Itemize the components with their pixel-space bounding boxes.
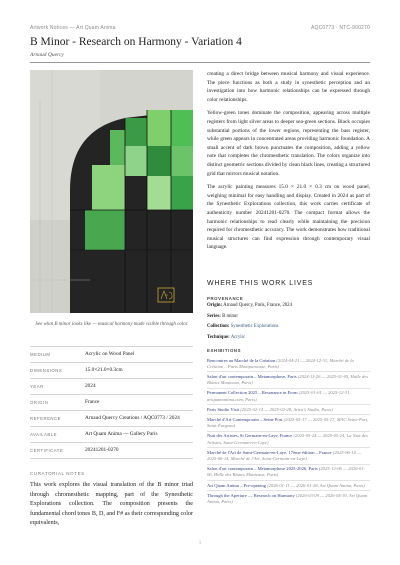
exhibition-title-link[interactable]: Through the Aperture — Research on Harmony: [207, 492, 295, 498]
spec-value: France: [85, 399, 100, 405]
spec-value: Art Quam Anima — Gallery Paris: [85, 431, 158, 437]
exhibition-title-link[interactable]: Salon d'art contemporain – Metamorphose, Paris: [207, 373, 297, 379]
origin-label: Origin:: [207, 303, 223, 308]
list-item: [207, 371, 370, 387]
artwork-caption: See what B minor looks like — musical harmony made visible through color: [35, 322, 188, 327]
provenance-origin: [207, 301, 370, 312]
exhibition-meta: (2026-01-11 — 2026-01-28, Art Quam Anima, Paris): [267, 482, 365, 488]
provenance-collection: [207, 322, 370, 333]
exhibitions-list: [207, 356, 370, 507]
provenance-section: [207, 296, 370, 343]
spec-label: AVAILABLE: [30, 432, 58, 437]
exhibition-meta: (2025-05-24 — 2025-05-24, La Nuit des Artistes, Saint-Germain-en-Laye): [207, 433, 368, 445]
exhibition-meta: (2026-03-09 — 2026-04-30, Art Quam Anima, Paris): [207, 492, 368, 504]
artwork-image: [30, 70, 193, 313]
exhibitions-heading: EXHIBITIONS: [207, 348, 242, 353]
list-item: [207, 388, 370, 404]
spec-row-year: [30, 378, 193, 394]
provenance-heading: PROVENANCE: [207, 296, 244, 301]
series-label: Series:: [207, 313, 221, 319]
list-item: [207, 431, 370, 447]
header-left-text: Artwork Notices — Art Quam Anima: [30, 25, 116, 31]
spec-row-certificate: [30, 442, 193, 459]
list-item: [207, 480, 370, 490]
specs-table: [30, 346, 193, 459]
series-value: B minor: [222, 313, 238, 319]
spec-row-available: [30, 426, 193, 442]
list-item: [207, 447, 370, 463]
provenance-series: [207, 312, 370, 323]
list-item: [207, 414, 370, 430]
page-title: B Minor - Research on Harmony - Variation 4: [30, 36, 242, 48]
artist-name: Arnaud Quercy: [30, 52, 64, 58]
exhibition-title-link[interactable]: Marché d'Art Contemporain – Seine Port: [207, 416, 283, 422]
exhibition-title-link[interactable]: Paris Studio Visit: [207, 406, 240, 412]
exhibitions-section: [207, 348, 370, 507]
spec-label: CERTIFICATE: [30, 448, 64, 453]
origin-value: Arnaud Quercy, Paris, France, 2024: [223, 303, 292, 308]
exhibition-title-link[interactable]: Salon d'art contemporain – Metamorphose 2025-2026, Paris: [207, 466, 318, 472]
description-paragraph: creating a direct bridge between musical harmony and visual experience. The piece functions as both a study in synesthetic perception and an investigation into how harmonic relationships can be expressed through color relationships.: [207, 71, 370, 103]
spec-value: 20241201-0270: [85, 447, 119, 453]
collection-label: Collection:: [207, 324, 230, 329]
title-divider: [30, 62, 370, 63]
curatorial-notes-heading: CURATORIAL NOTES: [30, 471, 85, 476]
spec-row-reference: [30, 410, 193, 426]
spec-row-dimensions: [30, 362, 193, 378]
spec-label: MEDIUM: [30, 352, 51, 357]
list-item: [207, 404, 370, 414]
exhibition-title-link[interactable]: Rencontres au Marché de la Création: [207, 357, 276, 363]
exhibition-title-link[interactable]: Nuit des Artistes, St Germain-en-Laye, France: [207, 433, 293, 439]
provenance-technique: [207, 333, 370, 344]
exhibition-meta: (2024-04-21 — 2024-12-31, Marché de la Création – Paris Montparnasse, Paris): [207, 357, 354, 369]
spec-label: ORIGIN: [30, 400, 49, 405]
list-item: [207, 356, 370, 371]
spec-value: Acrylic on Wood Panel: [85, 351, 135, 357]
spec-label: REFERENCE: [30, 416, 62, 421]
description-paragraph: The acrylic painting measures 15.0 × 21.0 × 0.3 cm on wood panel, weighing minimal for easy handling and display. Created in 2024 as part of the Synesthetic Explorations collection, this work carries certificate of authenticity number 20241201-0270. The compact format allows the harmonic relationships to read clearly while maintaining the precision required for chromesthetic accuracy. The work demonstrates how traditional musical structures can find expression through contemporary visual language.: [207, 184, 370, 251]
spec-value: 2024: [85, 383, 96, 389]
spec-value: 15.0×21.0×0.3cm: [85, 367, 123, 373]
spec-row-medium: [30, 346, 193, 362]
exhibition-meta: (2025-05-17 — 2025-05-17, MAC Seine-Port, Saint-Fargeau): [207, 416, 369, 429]
exhibition-meta: (2025-01-01 — 2025-12-31, artquamanima.com, Paris): [207, 390, 351, 402]
page-number: 1: [198, 541, 202, 546]
exhibition-meta: (2025-06-14 — 2025-06-14, Marché de l'Art, Saint-Germain-en-Laye): [207, 449, 362, 461]
exhibition-title-link[interactable]: Art Quam Anima – Pre-opening: [207, 482, 266, 488]
spec-label: YEAR: [30, 384, 44, 389]
top-bar: [30, 25, 370, 33]
technique-label: Technique:: [207, 334, 230, 340]
spec-value: Arnaud Quercy Creations / AQC0773 / 2024: [85, 415, 180, 421]
spec-label: DIMENSIONS: [30, 368, 63, 373]
collection-link[interactable]: Synesthetic Explorations: [230, 324, 279, 329]
exhibition-meta: (2025-12-06 — 2026-01-06, Halle des Blancs Manteaux, Paris): [207, 466, 366, 478]
list-item: [207, 464, 370, 480]
header-reference-text: AQC0773 · NTC-900270: [310, 25, 370, 31]
exhibition-meta: (2025-02-14 — 2025-02-28, Artist's Studio, Paris): [240, 406, 333, 412]
where-heading: WHERE THIS WORK LIVES: [207, 280, 314, 287]
curatorial-notes-text: This work explores the visual translation of the B minor triad through chromesthetic mapping, part of the Synesthetic Explorations collection. The composition presents the fundamental chord tones B, D, and F# as their corresponding color equivalents,: [30, 482, 193, 527]
spec-row-origin: [30, 394, 193, 410]
description-column: [207, 70, 370, 257]
exhibition-meta: (2024-11-26 — 2025-01-05, Halle des Blancs Manteaux, Paris): [207, 373, 368, 386]
list-item: [207, 490, 370, 506]
exhibition-title-link[interactable]: Marché de l'Art de Saint-Germain-en-Laye, 17ème édition – France: [207, 449, 332, 455]
exhibition-title-link[interactable]: Permanent Collection 2025 – Resonance in Form: [207, 390, 298, 396]
description-paragraph: Yellow-green tones dominate the composition, appearing across multiple registers from light silver areas to deeper sea-green sections. Black occupies substantial portions of the lower regions, representing the bass register, while green appears in concentrated areas providing harmonic foundation. A small accent of dark brown punctuates the composition, adding a yellow note that completes the chromesthetic translation. The colors organize into distinct geometric sections divided by clean black lines, creating a structured grid that mirrors musical notation.: [207, 110, 370, 177]
technique-link[interactable]: Acrylic: [230, 334, 246, 340]
